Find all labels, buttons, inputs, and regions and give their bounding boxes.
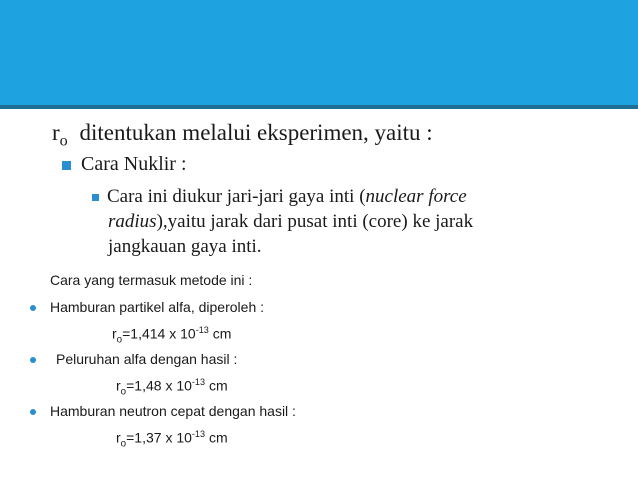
bullet-level2-line3 xyxy=(108,236,262,258)
formula-symbol: r xyxy=(112,325,117,342)
level1-text: Cara Nuklir : xyxy=(81,153,187,175)
bullet-level2-line1 xyxy=(92,186,467,208)
formula-subscript: o xyxy=(120,386,127,398)
square-bullet-icon xyxy=(92,194,99,201)
formula-subscript: o xyxy=(120,438,127,450)
formula-symbol: r xyxy=(116,377,121,394)
formula-symbol: r xyxy=(116,429,121,446)
level2-line3: jangkauan gaya inti. xyxy=(108,236,262,257)
formula-exponent: -13 xyxy=(191,429,206,439)
level2-line1-plain: Cara ini diukur jari-jari gaya inti ( xyxy=(107,186,366,207)
method-formula xyxy=(116,429,228,449)
bullet-level2-line2 xyxy=(108,211,473,233)
heading-text: ditentukan melalui eksperimen, yaitu : xyxy=(79,120,433,145)
formula-subscript: o xyxy=(116,334,123,346)
methods-intro-text: Cara yang termasuk metode ini : xyxy=(50,272,253,288)
bullet-level1 xyxy=(62,153,187,176)
method-formula xyxy=(112,325,231,345)
method-formula xyxy=(116,377,228,397)
formula-exponent: -13 xyxy=(195,325,209,335)
level2-line1-italic: nuclear force xyxy=(365,186,467,207)
formula-unit: cm xyxy=(212,325,232,342)
method-label: Peluruhan alfa dengan hasil : xyxy=(56,351,238,367)
square-bullet-icon xyxy=(62,161,71,170)
method-item xyxy=(30,403,296,419)
method-label: Hamburan neutron cepat dengan hasil : xyxy=(50,403,296,419)
level2-line2-plain: ),yaitu jarak dari pusat inti (core) ke jarak xyxy=(156,211,474,232)
method-item xyxy=(30,299,264,315)
methods-intro xyxy=(50,272,252,288)
bullet-dot-icon xyxy=(30,305,36,311)
bullet-dot-icon xyxy=(30,357,36,363)
bullet-dot-icon xyxy=(30,409,36,415)
formula-unit: cm xyxy=(208,377,228,394)
header-band xyxy=(0,0,638,105)
method-label: Hamburan partikel alfa, diperoleh : xyxy=(50,299,265,315)
heading-subscript: o xyxy=(59,132,68,150)
level2-line2-italic: radius xyxy=(108,211,157,232)
slide-heading xyxy=(52,120,433,151)
formula-exponent: -13 xyxy=(191,377,206,387)
header-rule xyxy=(0,105,638,109)
formula-unit: cm xyxy=(208,429,228,446)
method-item xyxy=(30,351,237,367)
formula-value: =1,48 x 10 xyxy=(126,377,192,394)
formula-value: =1,414 x 10 xyxy=(122,325,196,342)
formula-value: =1,37 x 10 xyxy=(126,429,192,446)
heading-symbol: r xyxy=(52,120,60,145)
